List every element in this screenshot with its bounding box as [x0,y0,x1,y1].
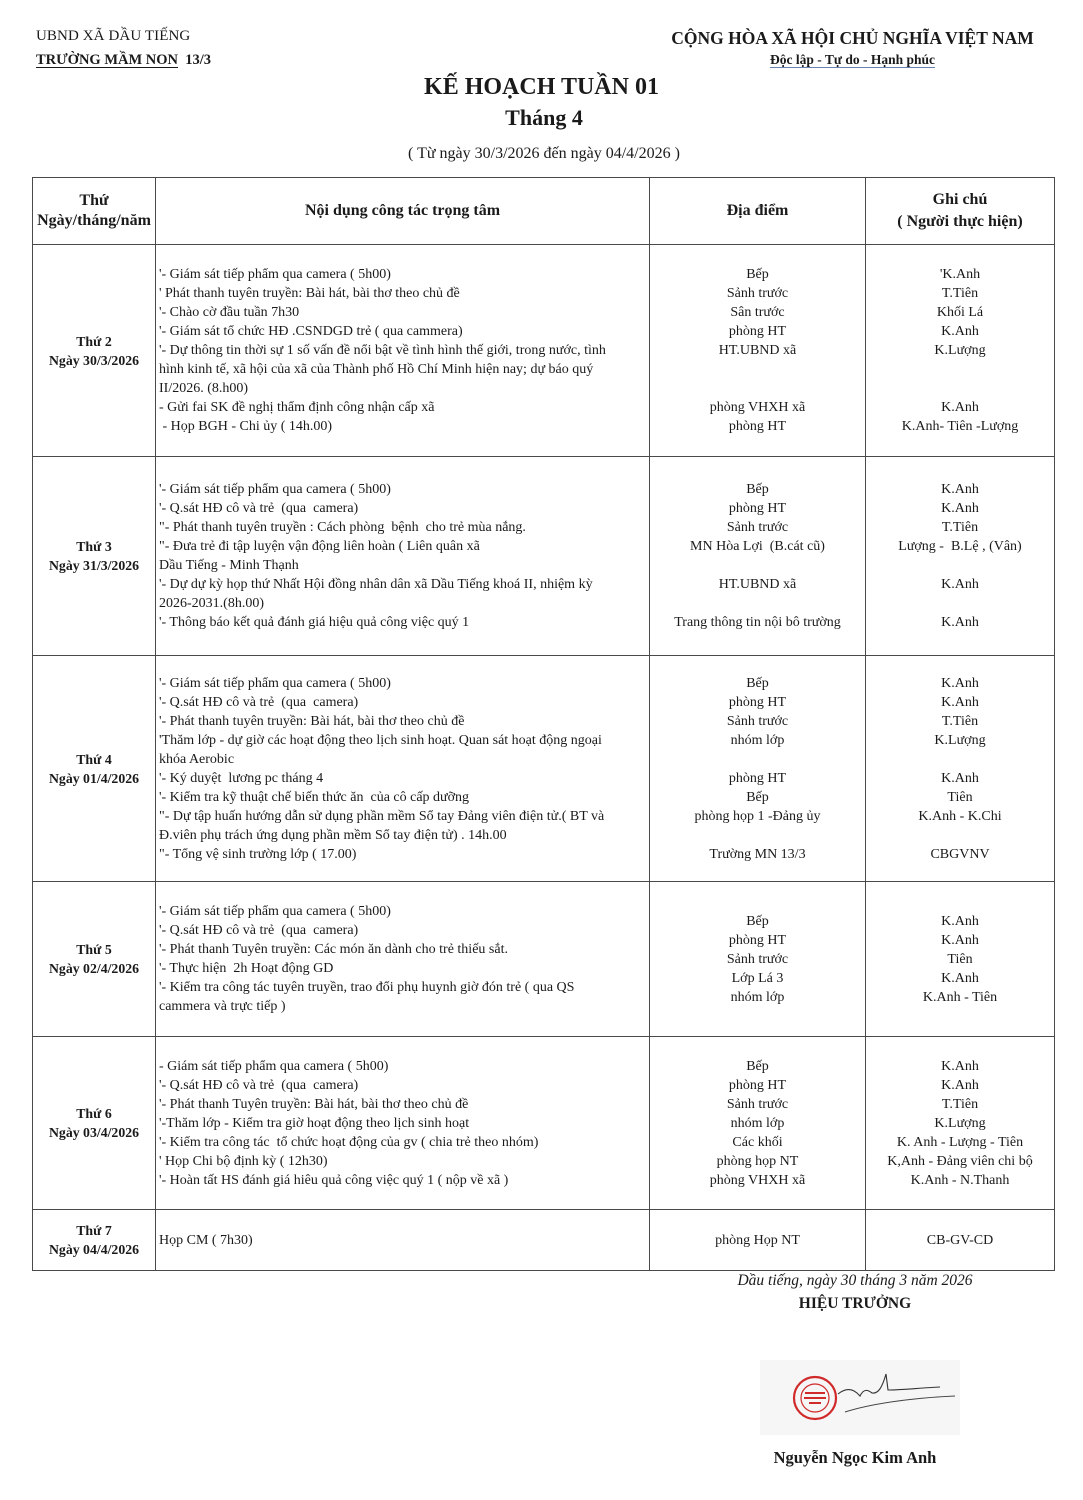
note-cell [866,457,1055,656]
assignee-line: K.Anh [941,770,979,786]
place-line: nhóm lớp [730,989,785,1005]
signer-role: HIỆU TRƯỞNG [798,1295,912,1312]
task-line: '- Phát thanh Tuyên truyền: Bài hát, bài thơ theo chủ đề [159,1096,469,1112]
place-line: HT.UBND xã [718,577,797,592]
assignee-line: K.Anh [941,482,979,497]
place-line: Các khối [732,1134,783,1150]
weekday-label: Thứ 2 [76,333,112,349]
place-line: phòng HT [728,324,787,339]
place-line: phòng họp 1 -Đảng ủy [694,808,821,824]
assignee-line: K.Anh - Tiên [922,989,998,1005]
agency-name: UBND XÃ DẦU TIẾNG [36,28,191,44]
task-line: '- Giám sát tiếp phẩm qua camera ( 5h00) [159,675,391,691]
place-line: Sảnh trước [726,713,789,729]
header-content: Nội dụng công tác trọng tâm [156,178,650,245]
assignee-line: Lượng - B.Lệ , (Vân) [898,539,1022,554]
place-cell [650,457,866,656]
header-place: Địa điểm [650,178,866,245]
note-cell [866,245,1055,457]
header-day [33,178,156,245]
task-line: Họp CM ( 7h30) [159,1232,253,1248]
blank-line [866,360,1054,379]
assignee-line: K.Anh [941,324,979,339]
date-label: Ngày 31/3/2026 [48,558,140,573]
assignee-line: T.Tiên [941,1096,979,1112]
school-name [36,52,211,69]
blank-line [650,556,865,575]
weekday-label: Thứ 3 [76,539,112,554]
place-cell [650,1037,866,1210]
task-line: - Họp BGH - Chi ủy ( 14h.00) [159,419,333,434]
place-cell [650,245,866,457]
task-line: '- Hoàn tất HS đánh giá hiêu quả công việc quý 1 ( nộp về xã ) [159,1172,509,1188]
task-line: "- Tổng vệ sinh trường lớp ( 17.00) [159,846,357,862]
task-line: "- Đưa trẻ đi tập luyện vận động liên hoàn ( Liên quân xã [159,539,480,554]
assignee-line: K.Anh [941,932,979,948]
assignee-line: T.Tiên [941,520,979,535]
task-line: - Giám sát tiếp phẩm qua camera ( 5h00) [159,1058,389,1074]
note-cell [866,1210,1055,1271]
school-name-suffix: 13/3 [185,52,212,68]
note-cell [866,882,1055,1037]
signing-place-date: Dầu tiếng, ngày 30 tháng 3 năm 2026 [737,1272,973,1289]
place-line: Bếp [746,913,769,929]
header-note-line1: Ghi chú [932,191,988,208]
place-line: HT.UBND xã [718,343,797,358]
date-label: Ngày 04/4/2026 [48,1242,140,1257]
place-line: Bếp [746,789,769,805]
date-label: Ngày 30/3/2026 [48,352,140,368]
stamp-text-line [805,1392,825,1394]
place-cell [650,656,866,882]
place-line: phòng HT [728,501,787,516]
assignee-line: K.Anh [941,501,979,516]
task-line: '- Dự dự kỳ họp thứ Nhất Hội đồng nhân dân xã Dầu Tiếng khoá II, nhiệm kỳ [159,577,593,592]
place-cell [650,882,866,1037]
task-line: Dầu Tiếng - Minh Thạnh [159,558,299,573]
table-row [33,656,1055,882]
assignee-line: K.Lượng [934,343,986,358]
task-line: Đ.viên phụ trách ứng dụng phần mềm Sổ tay điện tử) . 14h.00 [159,827,507,843]
content-cell [156,656,650,882]
header-note-line2: ( Người thực hiện) [897,213,1023,230]
assignee-line: K.Anh [941,694,979,710]
date-range: ( Từ ngày 30/3/2026 đến ngày 04/4/2026 ) [408,145,680,162]
page-subtitle-month: Tháng 4 [505,105,583,130]
day-cell [33,245,156,457]
table-row [33,1037,1055,1210]
header-note [866,178,1055,245]
assignee-line: K.Anh [941,913,979,929]
assignee-line: K.Anh [941,675,979,691]
assignee-line: Tiên [947,951,973,967]
assignee-line: K.Lượng [934,732,986,748]
place-line: Bếp [746,267,769,282]
assignee-line: CB-GV-CD [926,1232,994,1248]
date-label: Ngày 02/4/2026 [48,961,140,976]
place-line: Sảnh trước [726,951,789,967]
blank-line [650,379,865,398]
place-line: Lớp Lá 3 [731,970,784,986]
weekday-label: Thứ 4 [76,751,112,767]
assignee-line: K.Anh [941,577,979,592]
assignee-line: K.Lượng [934,1115,986,1131]
task-line: '- Q.sát HĐ cô và trẻ (qua camera) [159,1077,359,1093]
task-line: cammera và trực tiếp ) [159,999,286,1014]
day-cell [33,1037,156,1210]
blank-line [650,594,865,613]
place-line: Sân trước [730,305,785,320]
task-line: hình kinh tế, xã hội của xã của Thành phố Hồ Chí Minh hiện nay; dự báo quý [159,362,594,377]
weekday-label: Thứ 7 [76,1223,112,1238]
table-row [33,882,1055,1037]
task-line: '- Kiểm tra công tác tổ chức hoạt động của gv ( chia trẻ theo nhóm) [159,1134,539,1150]
blank-line [866,379,1054,398]
place-line: Trang thông tin nội bô trường [674,615,841,630]
task-line: 'Thăm lớp - dự giờ các hoạt động theo lịch sinh hoạt. Quan sát hoạt động ngoại [159,732,602,748]
place-line: phòng HT [728,770,787,786]
task-line: '- Kiểm tra công tác tuyên truyền, trao đổi phụ huynh giờ đón trẻ ( qua QS [159,980,575,995]
stamp-and-signature-graphic [760,1360,960,1440]
place-line: Sảnh trước [726,520,789,535]
date-label: Ngày 03/4/2026 [48,1125,140,1140]
note-cell [866,656,1055,882]
weekday-label: Thứ 5 [76,942,112,957]
task-line: '- Kiểm tra kỹ thuật chế biến thức ăn của cô cấp dưỡng [159,789,470,805]
task-line: '- Q.sát HĐ cô và trẻ (qua camera) [159,923,359,938]
place-line: Sảnh trước [726,286,789,301]
task-line: '- Q.sát HĐ cô và trẻ (qua camera) [159,501,359,516]
assignee-line: K.Anh [941,615,979,630]
assignee-line: K.Anh - K.Chi [918,808,1002,824]
place-line: MN Hòa Lợi (B.cát cũ) [690,539,825,554]
header-day-line2: Ngày/tháng/năm [37,212,151,229]
note-cell [866,1037,1055,1210]
assignee-line: K.Anh [941,400,979,415]
assignee-line: Tiên [947,789,973,805]
assignee-line: K.Anh [941,1077,979,1093]
place-line: Trường MN 13/3 [709,846,806,862]
day-cell [33,457,156,656]
task-line: '- Phát thanh tuyên truyền: Bài hát, bài thơ theo chủ đề [159,713,465,729]
place-line: Sảnh trước [726,1096,789,1112]
blank-line [650,750,865,769]
task-line: II/2026. (8.h00) [159,381,249,396]
task-line: '- Thực hiện 2h Hoạt động GD [159,961,334,976]
task-line: "- Dự tập huấn hướng dẫn sử dụng phần mềm Sổ tay Đảng viên điện tử.( BT và [159,808,605,824]
assignee-line: T.Tiên [941,286,979,301]
assignee-line: K.Anh - N.Thanh [910,1172,1010,1188]
signature-and-stamp [760,1360,960,1440]
blank-line [866,594,1054,613]
day-cell [33,882,156,1037]
task-line: "- Phát thanh tuyên truyền : Cách phòng bệnh cho trẻ mùa nắng. [159,520,526,535]
weekly-plan-table [32,177,1055,1271]
table-row [33,457,1055,656]
table-row [33,1210,1055,1271]
assignee-line: T.Tiên [941,713,979,729]
place-line: nhóm lớp [730,732,785,748]
task-line: 2026-2031.(8h.00) [159,596,264,611]
weekday-label: Thứ 6 [76,1106,112,1121]
date-label: Ngày 01/4/2026 [48,770,140,786]
place-line: phòng Họp NT [715,1232,800,1248]
content-cell [156,457,650,656]
place-line: Bếp [746,1058,769,1074]
task-line: '- Thông báo kết quả đánh giá hiệu quả công việc quý 1 [159,615,470,630]
day-cell [33,656,156,882]
place-line: phòng HT [728,419,787,434]
task-line: '- Dự thông tin thời sự 1 số vấn đề nổi bật về tình hình thế giới, trong nước, tình [159,343,606,358]
task-line: '- Q.sát HĐ cô và trẻ (qua camera) [159,694,359,710]
content-cell [156,245,650,457]
assignee-line: K.Anh [941,970,979,986]
place-line: phòng VHXH xã [709,400,806,415]
assignee-line: Khối Lá [936,305,984,320]
day-cell [33,1210,156,1271]
assignee-line: CBGVNV [930,846,990,862]
assignee-line: 'K.Anh [939,267,981,282]
content-cell [156,882,650,1037]
blank-line [650,360,865,379]
task-line: ' Phát thanh tuyên truyền: Bài hát, bài thơ theo chủ đề [159,286,460,301]
task-line: '- Ký duyệt lương pc tháng 4 [159,770,324,786]
place-line: phòng họp NT [716,1153,799,1169]
task-line: '- Giám sát tiếp phẩm qua camera ( 5h00) [159,482,391,497]
header-day-line1: Thứ [79,192,109,209]
blank-line [650,826,865,845]
stamp-text-line [809,1402,821,1404]
place-line: nhóm lớp [730,1115,785,1131]
blank-line [866,826,1054,845]
school-name-underlined: TRƯỜNG MẦM NON [36,52,179,68]
task-line: - Gửi fai SK đề nghị thẩm định công nhận cấp xã [159,400,435,415]
table-header-row [33,178,1055,245]
blank-line [866,750,1054,769]
assignee-line: K.Anh- Tiên -Lượng [901,419,1019,434]
country-name: CỘNG HÒA XÃ HỘI CHỦ NGHĨA VIỆT NAM [671,28,1034,48]
content-cell [156,1037,650,1210]
task-line: '- Phát thanh Tuyên truyền: Các món ăn dành cho trẻ thiếu sắt. [159,942,508,957]
assignee-line: K. Anh - Lượng - Tiên [896,1134,1024,1150]
place-line: phòng VHXH xã [709,1172,806,1188]
table-row [33,245,1055,457]
signer-name: Nguyễn Ngọc Kim Anh [773,1448,937,1467]
motto [660,52,1045,68]
task-line: khóa Aerobic [159,751,235,767]
stamp-text-line [804,1397,826,1399]
task-line: '- Giám sát tiếp phẩm qua camera ( 5h00) [159,267,391,282]
place-line: Bếp [746,482,769,497]
place-line: Bếp [746,675,769,691]
task-line: '- Giám sát tiếp phẩm qua camera ( 5h00) [159,904,391,919]
task-line: '- Giám sát tổ chức HĐ .CSNDGD trẻ ( qua cammera) [159,324,463,339]
task-line: '- Chào cờ đầu tuần 7h30 [159,305,300,320]
task-line: '-Thăm lớp - Kiểm tra giờ hoạt động theo lịch sinh hoạt [159,1115,470,1131]
assignee-line: K,Anh - Đảng viên chi bộ [887,1153,1033,1169]
place-line: phòng HT [728,694,787,710]
place-line: phòng HT [728,932,787,948]
content-cell [156,1210,650,1271]
page-title: KẾ HOẠCH TUẦN 01 [424,74,659,100]
task-line: ' Họp Chi bộ định kỳ ( 12h30) [159,1153,328,1169]
blank-line [866,556,1054,575]
motto-text: Độc lập - Tự do - Hạnh phúc [769,52,936,67]
place-cell [650,1210,866,1271]
place-line: phòng HT [728,1077,787,1093]
assignee-line: K.Anh [941,1058,979,1074]
